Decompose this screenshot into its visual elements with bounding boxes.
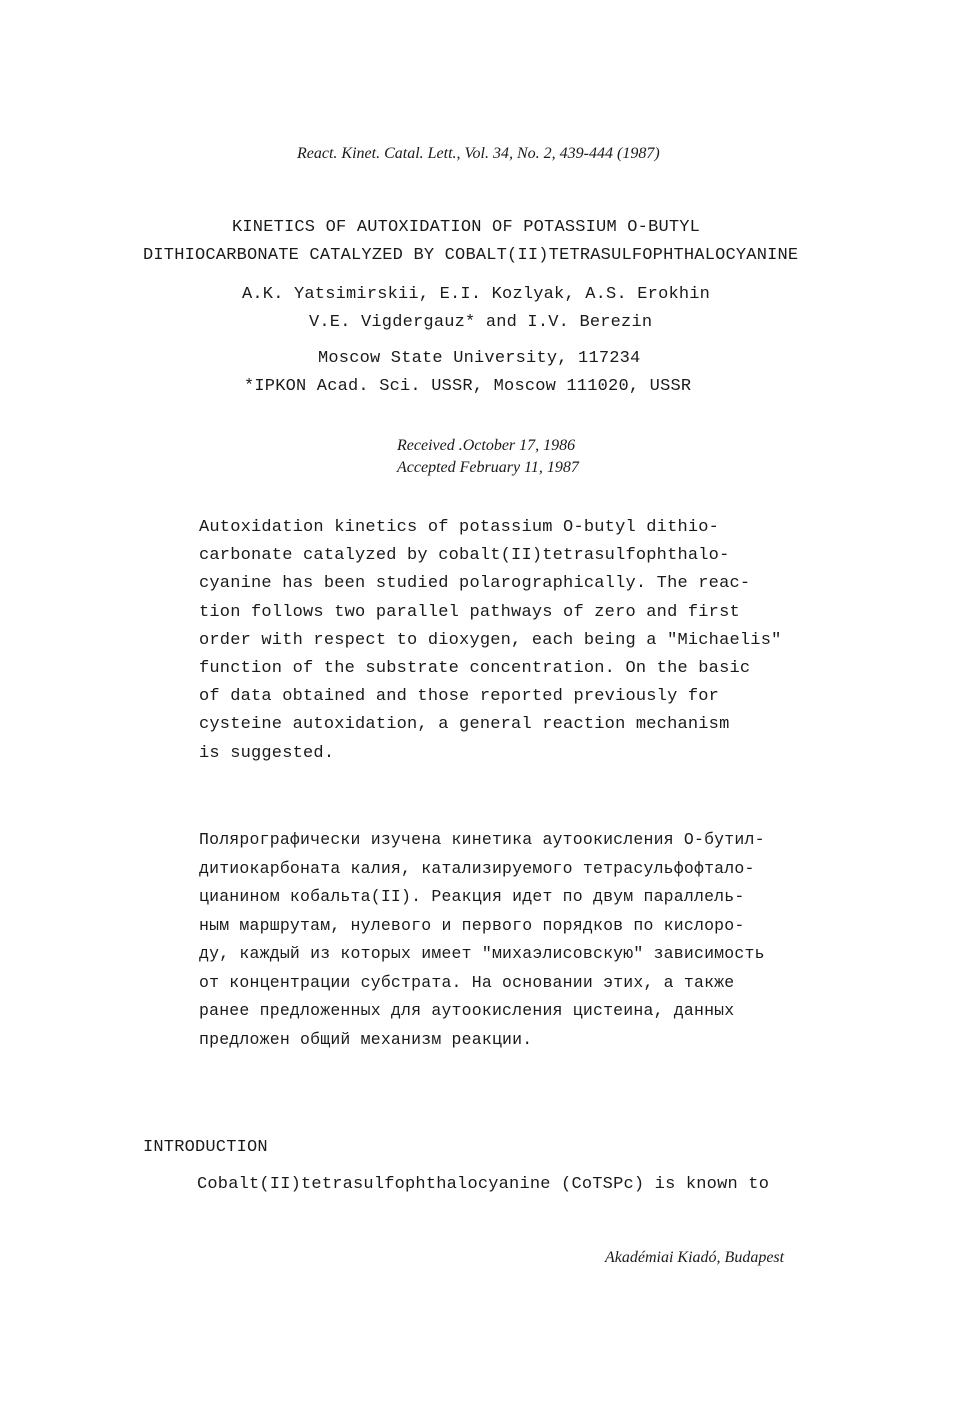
affiliation-line-1: Moscow State University, 117234 bbox=[318, 349, 641, 368]
title-line-2: DITHIOCARBONATE CATALYZED BY COBALT(II)TETRASULFOPHTHALOCYANINE bbox=[143, 246, 799, 265]
abstract-en-line: Autoxidation kinetics of potassium O-butyl dithio- bbox=[199, 518, 720, 537]
abstract-en-line: tion follows two parallel pathways of zero and first bbox=[199, 602, 740, 622]
abstract-russian bbox=[199, 826, 765, 1054]
abstract-ru-line: Полярографически изучена кинетика аутоокисления О-бутил- bbox=[199, 830, 765, 849]
introduction-heading: INTRODUCTION bbox=[143, 1138, 268, 1157]
abstract-ru-line: от концентрации субстрата. На основании этих, а также bbox=[199, 972, 735, 992]
accepted-date: Accepted February 11, 1987 bbox=[397, 459, 579, 476]
abstract-en-line: is suggested. bbox=[199, 743, 335, 763]
abstract-en-line: carbonate catalyzed by cobalt(II)tetrasulfophthalo- bbox=[199, 546, 730, 566]
introduction-first-line: Cobalt(II)tetrasulfophthalocyanine (CoTSPc) is known to bbox=[197, 1175, 770, 1194]
abstract-en-line: order with respect to dioxygen, each being a "Michaelis" bbox=[199, 630, 782, 650]
abstract-ru-line: ным маршрутам, нулевого и первого порядков по кислоро- bbox=[199, 915, 745, 935]
abstract-ru-line: дитиокарбоната калия, катализируемого тетрасульфофтало- bbox=[199, 858, 755, 878]
abstract-en-line: cysteine autoxidation, a general reaction mechanism bbox=[199, 715, 730, 735]
abstract-en-line: function of the substrate concentration. On the basic bbox=[199, 658, 751, 678]
abstract-english bbox=[199, 514, 782, 768]
journal-citation: React. Kinet. Catal. Lett., Vol. 34, No. 2, 439-444 (1987) bbox=[297, 145, 660, 162]
abstract-ru-line: ду, каждый из которых имеет "михаэлисовскую" зависимость bbox=[199, 944, 765, 963]
abstract-ru-line: цианином кобальта(II). Реакция идет по двум параллель- bbox=[199, 887, 745, 906]
abstract-en-line: cyanine has been studied polarographically. The reac- bbox=[199, 574, 751, 594]
publisher-footer: Akadémiai Kiadó, Budapest bbox=[605, 1249, 785, 1266]
abstract-ru-line: ранее предложенных для аутоокисления цистеина, данных bbox=[199, 1001, 735, 1020]
affiliation-line-2: *IPKON Acad. Sci. USSR, Moscow 111020, USSR bbox=[244, 377, 692, 396]
received-date: Received .October 17, 1986 bbox=[397, 437, 576, 454]
authors-line-2: V.E. Vigdergauz* and I.V. Berezin bbox=[309, 313, 653, 332]
abstract-ru-line: предложен общий механизм реакции. bbox=[199, 1029, 533, 1049]
abstract-en-line: of data obtained and those reported previously for bbox=[199, 687, 720, 707]
authors-line-1: A.K. Yatsimirskii, E.I. Kozlyak, A.S. Erokhin bbox=[242, 285, 711, 304]
title-line-1: KINETICS OF AUTOXIDATION OF POTASSIUM O-BUTYL bbox=[232, 218, 701, 237]
